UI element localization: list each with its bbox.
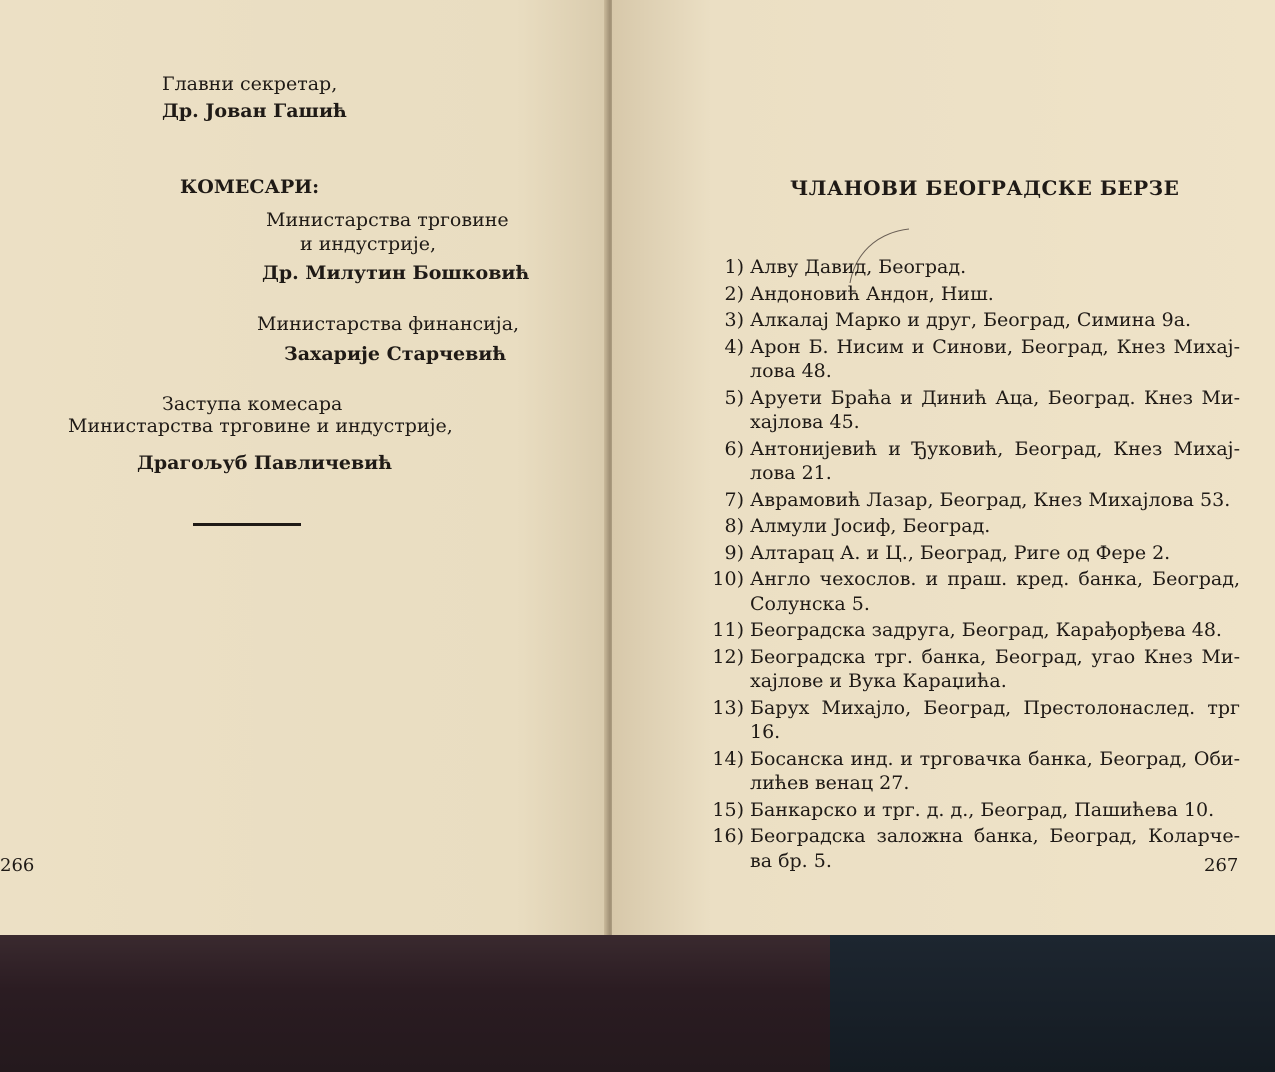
list-item-number: 1): [724, 256, 744, 278]
list-item-number: 10): [712, 568, 744, 590]
list-item-text: Барух Михајло, Београд, Престолонаслед. трг 16.: [750, 696, 1240, 743]
list-item: [700, 282, 1240, 307]
list-item-number: 5): [724, 386, 744, 409]
list-item-text: Алву Давид, Београд.: [750, 256, 967, 278]
list-item: [700, 514, 1240, 539]
list-item-text: Београдска заложна банка, Београд, Коларче-ва бр. 5.: [750, 825, 1240, 872]
list-item-number: 8): [724, 515, 744, 537]
commissioner2-org: Министарства финансија,: [257, 313, 520, 335]
deputy-line1: Заступа комесара: [162, 393, 343, 415]
list-item: [700, 618, 1240, 643]
list-item-number: 13): [712, 696, 744, 719]
list-item-number: 15): [712, 798, 744, 821]
list-item-number: 16): [712, 825, 744, 847]
list-item: [700, 747, 1240, 796]
section-divider: [193, 523, 301, 526]
members-heading: ЧЛАНОВИ БЕОГРАДСКЕ БЕРЗЕ: [790, 176, 1180, 200]
list-item-number: 14): [712, 747, 744, 770]
list-item-text: Англо чехослов. и праш. кред. банка, Београд, Солунска 5.: [750, 568, 1240, 615]
commissioners-heading: КОМЕСАРИ:: [180, 176, 320, 198]
list-item-text: Антонијевић и Ђуковић, Београд, Кнез Михај-лова 21.: [750, 437, 1240, 484]
members-list: [700, 255, 1240, 873]
list-item: [700, 645, 1240, 694]
list-item-number: 2): [724, 282, 744, 305]
left-page: [0, 0, 608, 935]
list-item-text: Босанска инд. и трговачка банка, Београд, Оби-лићев венац 27.: [750, 747, 1240, 794]
list-item: [700, 567, 1240, 616]
list-item-text: Аврамовић Лазар, Београд, Кнез Михајлова 53.: [750, 488, 1231, 511]
list-item-text: Београдска задруга, Београд, Карађорђева 48.: [750, 619, 1222, 641]
list-item-text: Арон Б. Нисим и Синови, Београд, Кнез Михај-лова 48.: [750, 335, 1240, 382]
list-item: [700, 696, 1240, 745]
list-item-text: Београдска трг. банка, Београд, угао Кнез Ми-хајлове и Вука Караџића.: [750, 645, 1240, 692]
commissioner1-org-line1: Министарства трговине: [266, 209, 509, 231]
secretary-title: Главни секретар,: [162, 73, 338, 95]
list-item-text: Алкалај Марко и друг, Београд, Симина 9а.: [750, 309, 1192, 331]
list-item: [700, 798, 1240, 823]
list-item: [700, 824, 1240, 873]
list-item-text: Алтарац А. и Ц., Београд, Риге од Фере 2.: [750, 541, 1171, 564]
commissioner2-name: Захарије Старчевић: [284, 343, 507, 365]
list-item: [700, 437, 1240, 486]
list-item: [700, 488, 1240, 513]
list-item: [700, 541, 1240, 566]
page-number-right: 267: [1204, 855, 1239, 876]
list-item-number: 7): [724, 488, 744, 511]
list-item: [700, 255, 1240, 280]
secretary-name: Др. Јован Гашић: [162, 100, 347, 122]
list-item-number: 11): [712, 619, 744, 641]
list-item-number: 12): [712, 645, 744, 668]
list-item: [700, 335, 1240, 384]
deputy-name: Драгољуб Павличевић: [137, 452, 393, 474]
list-item-text: Банкарско и трг. д. д., Београд, Пашићева 10.: [750, 798, 1215, 821]
list-item-text: Андоновић Андон, Ниш.: [750, 282, 994, 305]
deputy-line2: Министарства трговине и индустрије,: [68, 415, 453, 437]
list-item-number: 4): [724, 335, 744, 358]
background-surface-dark: [830, 935, 1275, 1072]
page-number-left: 266: [0, 855, 35, 876]
list-item-text: Аруети Браћа и Динић Аца, Београд. Кнез Ми-хајлова 45.: [750, 386, 1240, 433]
list-item: [700, 308, 1240, 333]
list-item-text: Алмули Јосиф, Београд.: [750, 515, 991, 537]
list-item: [700, 386, 1240, 435]
commissioner1-name: Др. Милутин Бошковић: [262, 262, 530, 284]
list-item-number: 3): [724, 309, 744, 331]
commissioner1-org-line2: и индустрије,: [300, 233, 437, 255]
list-item-number: 9): [724, 541, 744, 564]
background-surface: [0, 935, 1275, 1072]
list-item-number: 6): [724, 437, 744, 460]
